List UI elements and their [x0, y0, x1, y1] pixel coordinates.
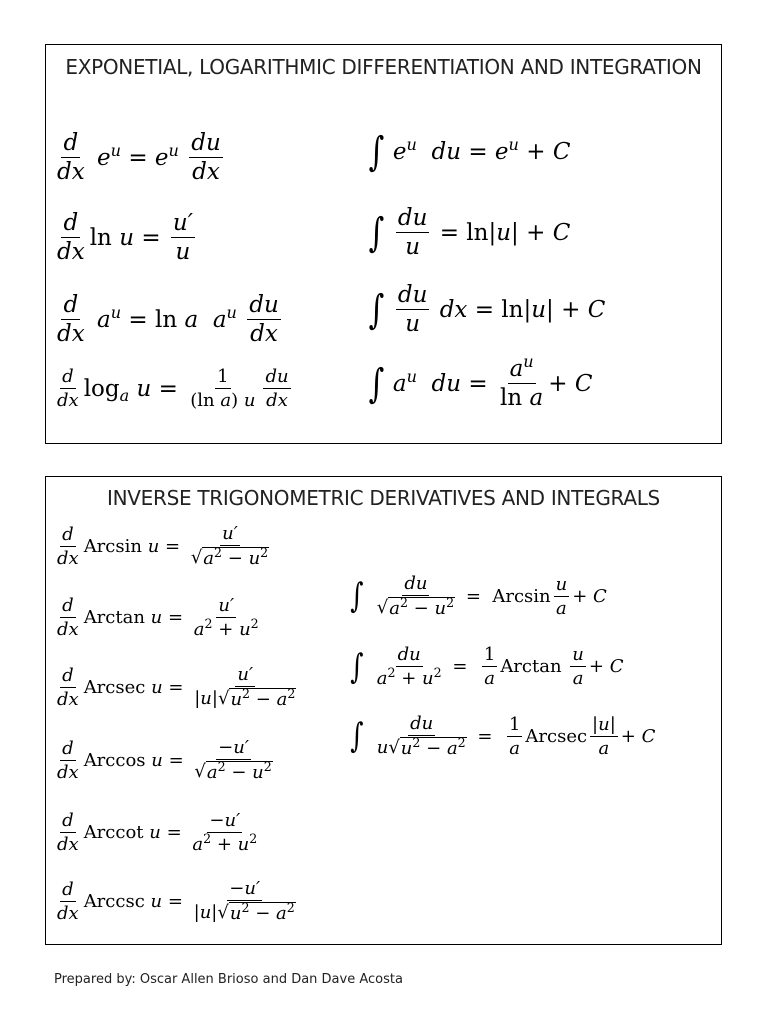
derivative-exp: $\frac{d}{dx}$ $e^u = e^u$ $\frac{du}{dx}$ [57, 130, 221, 185]
derivative-log-a: $\frac{d}{dx}$ $\log_a u$ = $\frac{1}{\text{(ln a) u}}$ $\frac{du}{dx}$ [57, 366, 289, 411]
derivative-arctan: $\frac{d}{dx}$ Arctan u = $\frac{u'}{a^2 + u^2}$ [57, 595, 259, 640]
derivative-arcsec: $\frac{d}{dx}$ Arcsec u = u′ |u| √ $u^2 - a^2$ [57, 664, 296, 710]
integral-exp: ∫ $e^u$ du = $e^u$ + C [368, 129, 571, 175]
integral-arcsin: ∫ du √ $a^2 - u^2$ = Arcsin $\frac{u}{a}$ + C [350, 573, 607, 619]
derivative-arccos: $\frac{d}{dx}$ Arccos u = −u′ √ $a^2 - u^2$ [57, 737, 272, 783]
derivative-arccsc: $\frac{d}{dx}$ Arccsc u = −u′ |u| √ $u^2 - a^2$ [57, 878, 295, 924]
section-title: EXPONETIAL, LOGARITHMIC DIFFERENTIATION AND INTEGRATION [65, 55, 702, 79]
integral-arcsec: ∫ du u √ $u^2 - a^2$ = $\frac{1}{a}$ Arcsec $\frac{|u|}{a}$ + C [350, 713, 656, 759]
integral-arctan: ∫ $\frac{du}{a^2 + u^2}$ = $\frac{1}{a}$ Arctan $\frac{u}{a}$ + C [350, 644, 624, 689]
integral-a-pow-u: ∫ $a^u$ du = $\frac{a^u}{\text{ln a}}$ + C [368, 352, 593, 411]
section-title: INVERSE TRIGONOMETRIC DERIVATIVES AND INTEGRALS [107, 486, 660, 510]
derivative-arcsin: $\frac{d}{dx}$ Arcsin u = u′ √ $a^2 - u^2$ [57, 523, 269, 569]
derivative-a-pow-u: $\frac{d}{dx}$ $a^u = \ln a$ $a^u$ $\frac{du}{dx}$ [57, 292, 279, 347]
derivative-arccot: $\frac{d}{dx}$ Arccot u = $\frac{-u'}{a^2 + u^2}$ [57, 810, 258, 855]
derivative-ln: $\frac{d}{dx}$ ln u = $\frac{u'}{u}$ [57, 210, 193, 265]
author-credit: Prepared by: Oscar Allen Brioso and Dan Dave Acosta [54, 972, 403, 987]
integral-du-over-u-dx: ∫ $\frac{du}{u}$ dx = ln|u| + C [368, 282, 606, 337]
integral-du-over-u: ∫ $\frac{du}{u}$ = ln|u| + C [368, 205, 571, 260]
